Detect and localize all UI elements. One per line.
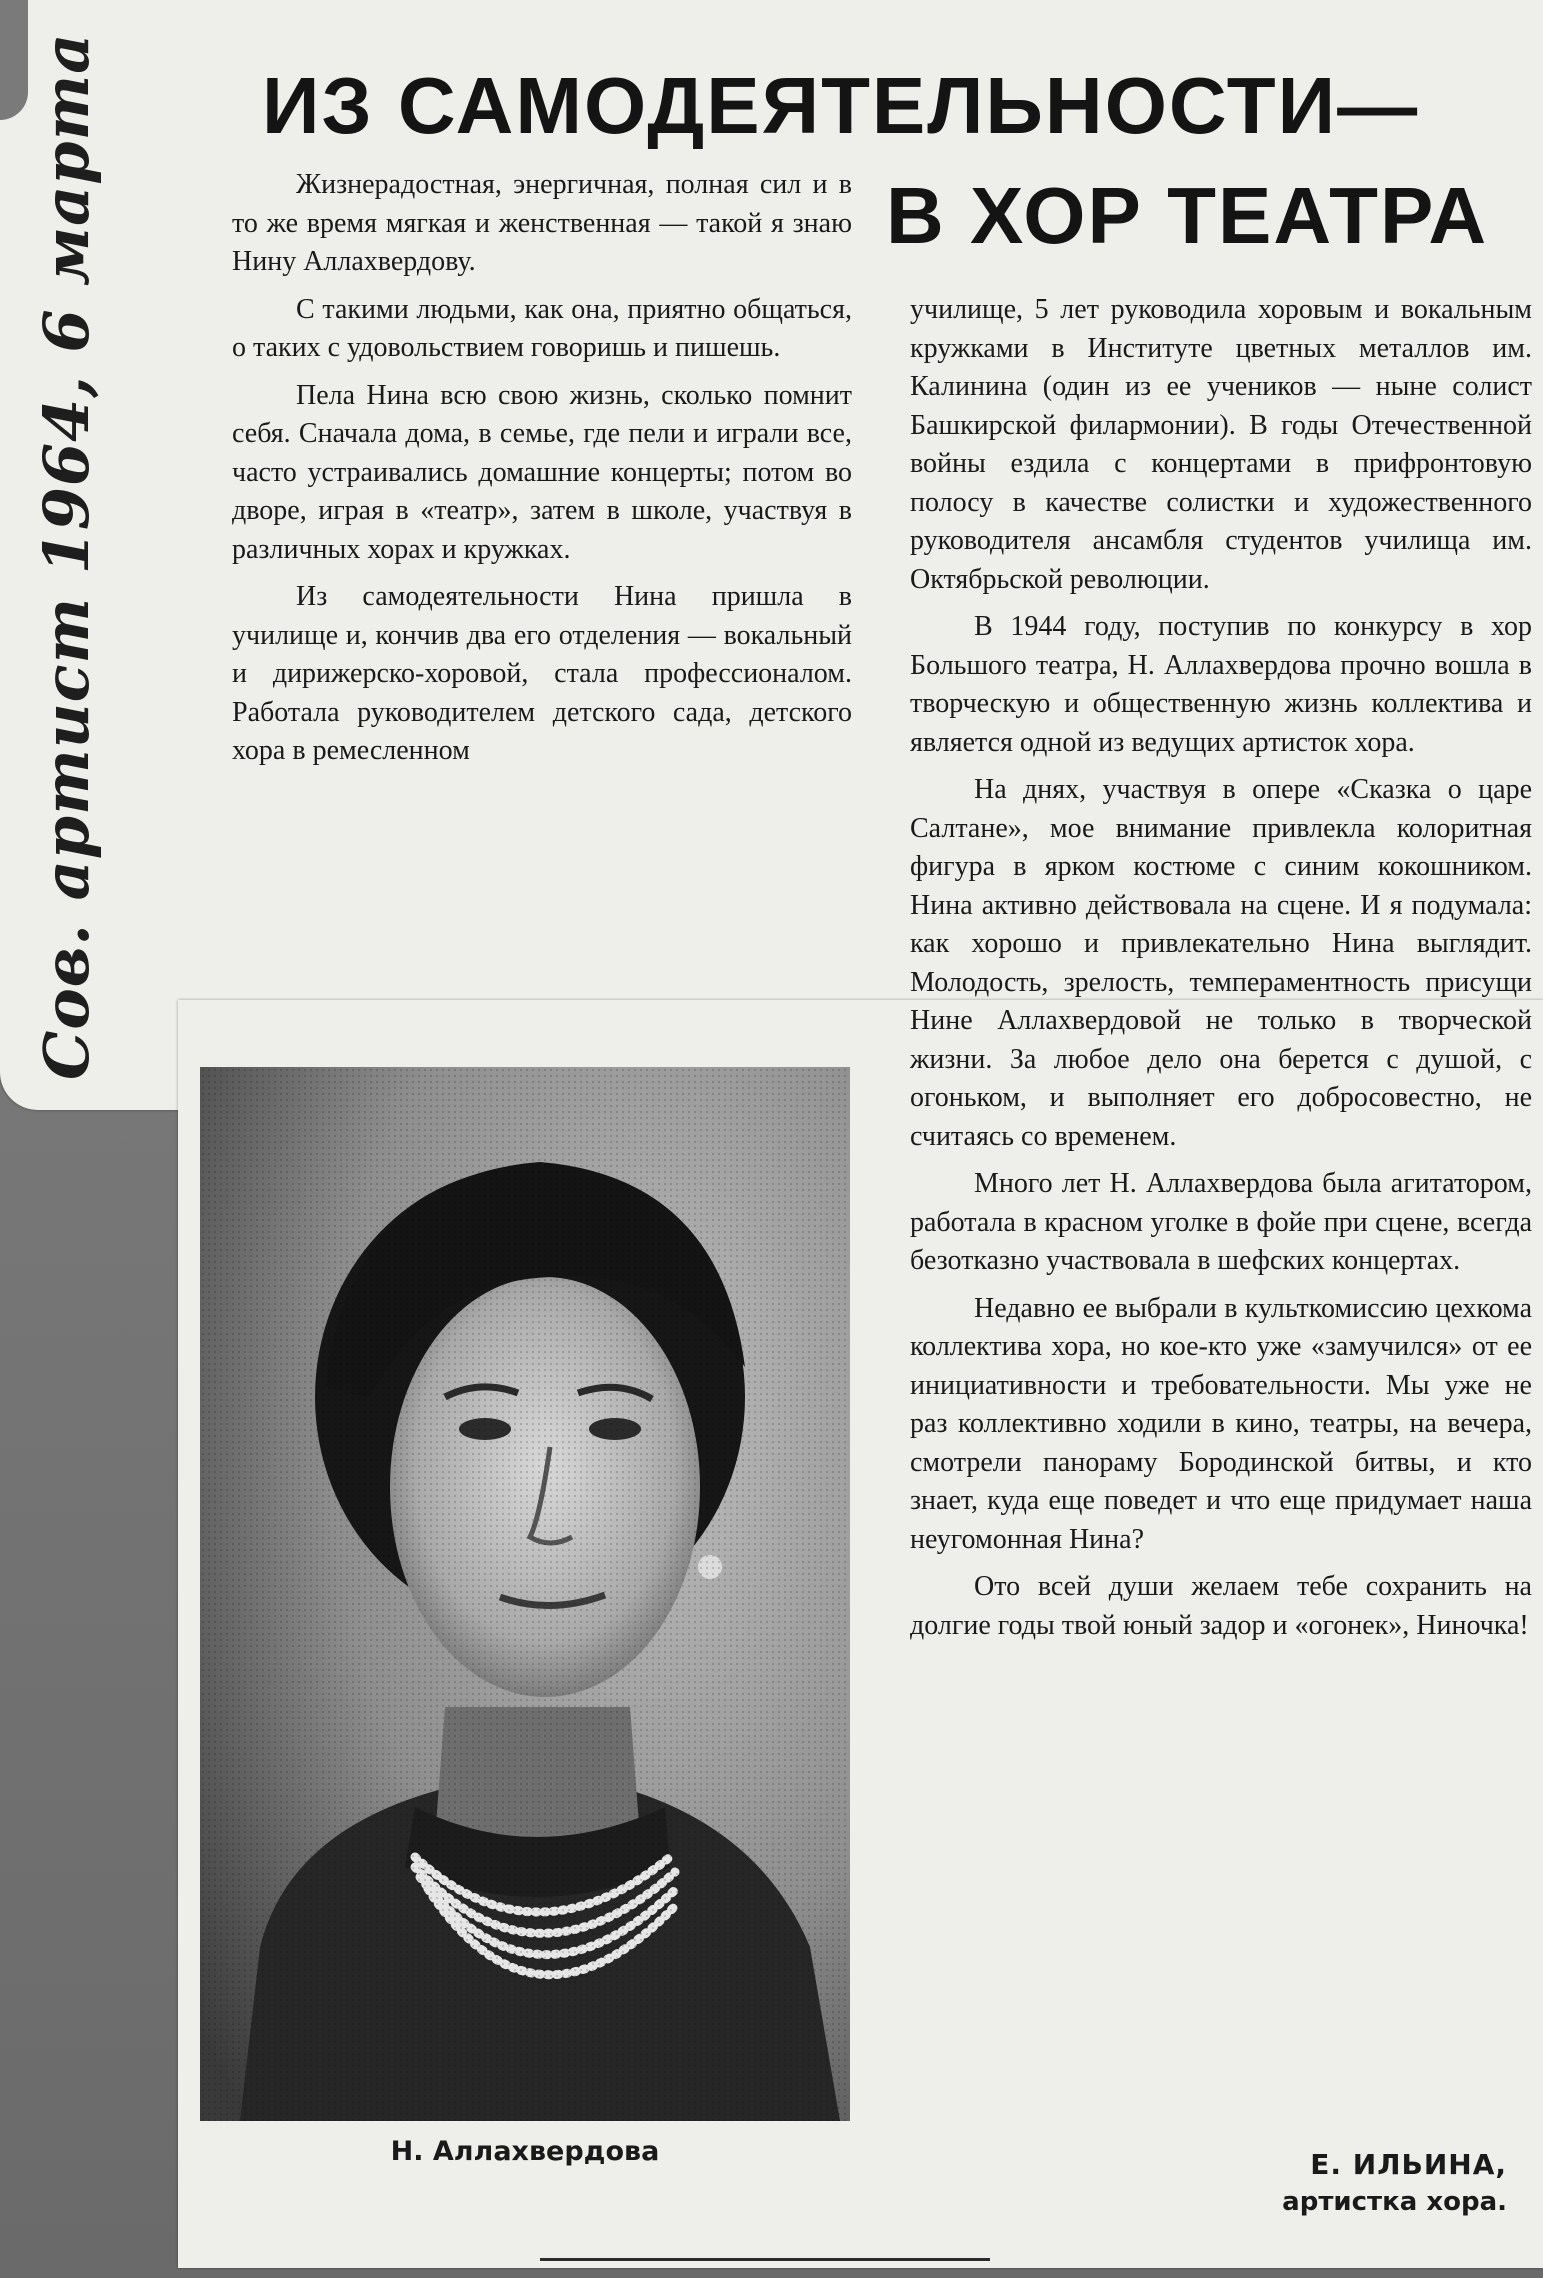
paragraph: Много лет Н. Аллахвердова была агитатором, работала в красном уголке в фойе при сцене, всегда безотказно участвовала в шефских концертах. bbox=[910, 1168, 1532, 1276]
paragraph: Пела Нина всю свою жизнь, сколько помнит себя. Сначала дома, в семье, где пели и играли все, часто устраивались домашние концерты; потом во дворе, играя в «театр», затем в школе, участвуя в различных хорах и кружках. bbox=[232, 379, 852, 565]
bottom-rule bbox=[540, 2258, 990, 2261]
paragraph: На днях, участвуя в опере «Сказка о царе Салтане», мое внимание привлекла колоритная фигура в ярком костюме с синим кокошником. Нина активно действовала на сцене. И я подумала: как хорошо и привлекательно Нина выглядит. Молодость, зрелость, темпераментность присущи Нине Аллахвердовой не только в творческой жизни. За любое дело она берется с душой, с огоньком, и выполняет его добросовестно, не считаясь со временем. bbox=[910, 774, 1532, 1152]
headline-line-1: ИЗ САМОДЕЯТЕЛЬНОСТИ— bbox=[262, 61, 1420, 150]
paragraph: училище, 5 лет руководила хоровым и вокальным кружками в Институте цветных металлов им. Калинина (один из ее учеников — ныне солист Башкирской филармонии). В годы Отечественной войны ездила с концертами в прифронтовую полосу в качестве солистки и художественного руководителя ансамбля студентов училища им. Октябрьской революции. bbox=[910, 294, 1532, 595]
paragraph: Из самодеятельности Нина пришла в училище и, кончив два его отделения — вокальный и дирижерско-хоровой, стала профессионалом. Работала руководителем детского сада, детского хора в ремесленном bbox=[232, 581, 852, 766]
article-column-left bbox=[232, 166, 852, 780]
portrait-photo bbox=[200, 1067, 850, 2121]
author-role: артистка хора. bbox=[1282, 2187, 1507, 2217]
article-column-right bbox=[910, 291, 1532, 1654]
photo-caption: Н. Аллахвердова bbox=[390, 2136, 660, 2167]
portrait-illustration bbox=[200, 1067, 850, 2121]
author-name: Е. ИЛЬИНА, bbox=[1310, 2148, 1507, 2181]
paragraph: Недавно ее выбрали в культкомиссию цехкома коллектива хора, но кое-кто уже «замучился» от ее инициативности и требовательности. Мы уже не раз коллективно ходили в кино, театры, на вечера, смотрели панораму Бородинской битвы, и кто знает, куда еще поведет и что еще придумает наша неугомонная Нина? bbox=[910, 1292, 1532, 1555]
author-signature bbox=[1282, 2146, 1507, 2220]
paragraph: В 1944 году, поступив по конкурсу в хор Большого театра, Н. Аллахвердова прочно вошла в творческую и общественную жизнь коллектива и является одной из ведущих артисток хора. bbox=[910, 611, 1532, 758]
handwritten-annotation: Сов. артист 1964, 6 марта bbox=[30, 32, 103, 1080]
paragraph: С такими людьми, как она, приятно общаться, о таких с удовольствием говоришь и пишешь. bbox=[232, 293, 852, 363]
paragraph: Ото всей души желаем тебе сохранить на долгие годы твой юный задор и «огонек», Ниночка! bbox=[910, 1571, 1532, 1641]
headline-line-2: В ХОР ТЕАТРА bbox=[886, 171, 1489, 260]
paragraph: Жизнерадостная, энергичная, полная сил и в то же время мягкая и женственная — такой я знаю Нину Аллахвердову. bbox=[232, 169, 852, 277]
